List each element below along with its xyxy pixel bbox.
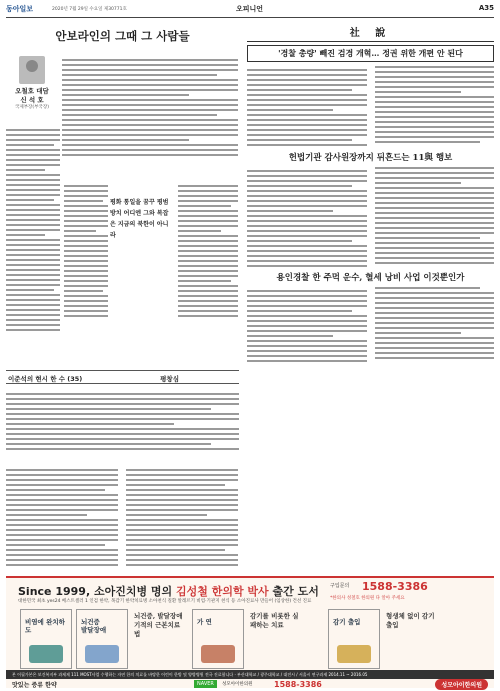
sub-column-body-2 (6, 466, 118, 569)
sub-column-body-3 (126, 466, 238, 569)
ad-inquiry-label: 구입문의 (330, 583, 350, 589)
book-title-4: 감기 출입 (333, 618, 361, 626)
ad-title: Since 1999, 소아진치병 명의 김성철 한의학 박사 출간 도서 (18, 585, 319, 598)
page-header (6, 4, 494, 18)
author-name: 신 석 호 (20, 96, 44, 104)
editorial-headline-3: 용인경찰 한 주먹 운수, 혈세 낭비 사업 이것뿐인가 (276, 273, 465, 283)
page-number: A35 (478, 4, 494, 12)
book-title-3: 가 연 (197, 618, 212, 626)
author-photo (19, 56, 45, 84)
book-image-2 (85, 645, 119, 663)
opinion-column (6, 22, 239, 570)
column-body-text (62, 56, 238, 159)
section-name: 오피니언 (236, 5, 264, 13)
book-cover-4 (328, 609, 380, 669)
book-advertisement (6, 576, 494, 688)
issue-date: 2020년 7월 29일 수요일 제30771호 (52, 7, 127, 12)
book-image-1 (29, 645, 63, 663)
editorial-body-2 (247, 167, 494, 269)
naver-search-query: 성모아이한의원 (222, 682, 253, 687)
book-cover-2 (76, 609, 128, 669)
author-role: 국제부장(부국장) (15, 105, 49, 110)
newspaper-logo: 동아일보 (6, 5, 34, 13)
sub-column-label: 평창심 (160, 375, 179, 383)
sub-column-title: 이준석의 현시 한 수 (35) (8, 375, 83, 383)
book-image-3 (201, 645, 235, 663)
author-label: 오철호 대담 (15, 87, 49, 95)
editorial-body-1 (247, 66, 494, 148)
naver-search-badge[interactable]: NAVER (194, 680, 217, 688)
clinic-brand-logo: 성모아이한의원 (435, 679, 488, 690)
book-title-2: 뇌건증 발달장애 (81, 618, 107, 634)
ad-subtitle: 대한민국 최초 yes24 베스트셀러 1 인검 한약, 목감기 한약치료병 소아천식 질환 알레르기 비염·기관지 천식 등 소아진료사 만들어 (임상한) 건선 진료 (18, 599, 312, 604)
editorial-headline-1: '경찰 총량' 빼진 검경 개혁… 정권 위한 개편 안 된다 (247, 45, 494, 62)
editorial-section (247, 22, 494, 570)
ad-footer-bar (6, 679, 494, 690)
column-title: 안보라인의 그때 그 사람들 (55, 29, 190, 43)
pull-quote: 평화 통일을 꿈꾸 평범 방치 어디엔 그와 복잡은 지금의 북한이 아니라 (110, 199, 169, 239)
book-cover-3 (192, 609, 244, 669)
column-body-text-2 (6, 126, 60, 334)
editorial-rule (247, 41, 494, 42)
editorial-headline-2: 헌법기관 감사원장까지 뒤흔드는 11與 행보 (288, 152, 453, 163)
book-title-1: 비염에 완치하도 (25, 618, 65, 634)
ad-phone: 1588-3386 (362, 580, 428, 593)
editorial-body-3 (247, 287, 494, 364)
ad-slogan: 맛있는 증류 한약 (12, 682, 57, 689)
book-desc-3: 형생체 없이 감기출입 (386, 612, 435, 629)
column-body-text-4 (178, 182, 238, 320)
book-desc-2: 감기를 비롯한 실패하는 치료 (250, 612, 299, 629)
editorial-label: 社 說 (349, 28, 392, 39)
book-cover-1 (20, 609, 72, 669)
book-image-4 (337, 645, 371, 663)
sub-column-body (6, 390, 239, 453)
column-body-text-3 (64, 182, 108, 320)
author-box (6, 56, 58, 110)
ad-footer-notice: 본 어필가본은 보건복지부 과제제 111 MOST사업 수행하는 자연 한의 치료를 바탕한 어린이 한방 및 양방병원 전국 진료합니다 · 부산대학교 / 광주대학교 / 대전시 / 서울시 연구과제 2014.11 ~ 2016.05 (6, 670, 494, 679)
book-desc-1: 뇌건증, 발달장애 기적의 근본치료법 (134, 612, 183, 638)
sub-column-header (6, 370, 239, 384)
ad-footer-phone: 1588-3386 (274, 680, 322, 689)
ad-note: *한의사 성철호 한의원 다 알아 주세요 (330, 596, 405, 601)
